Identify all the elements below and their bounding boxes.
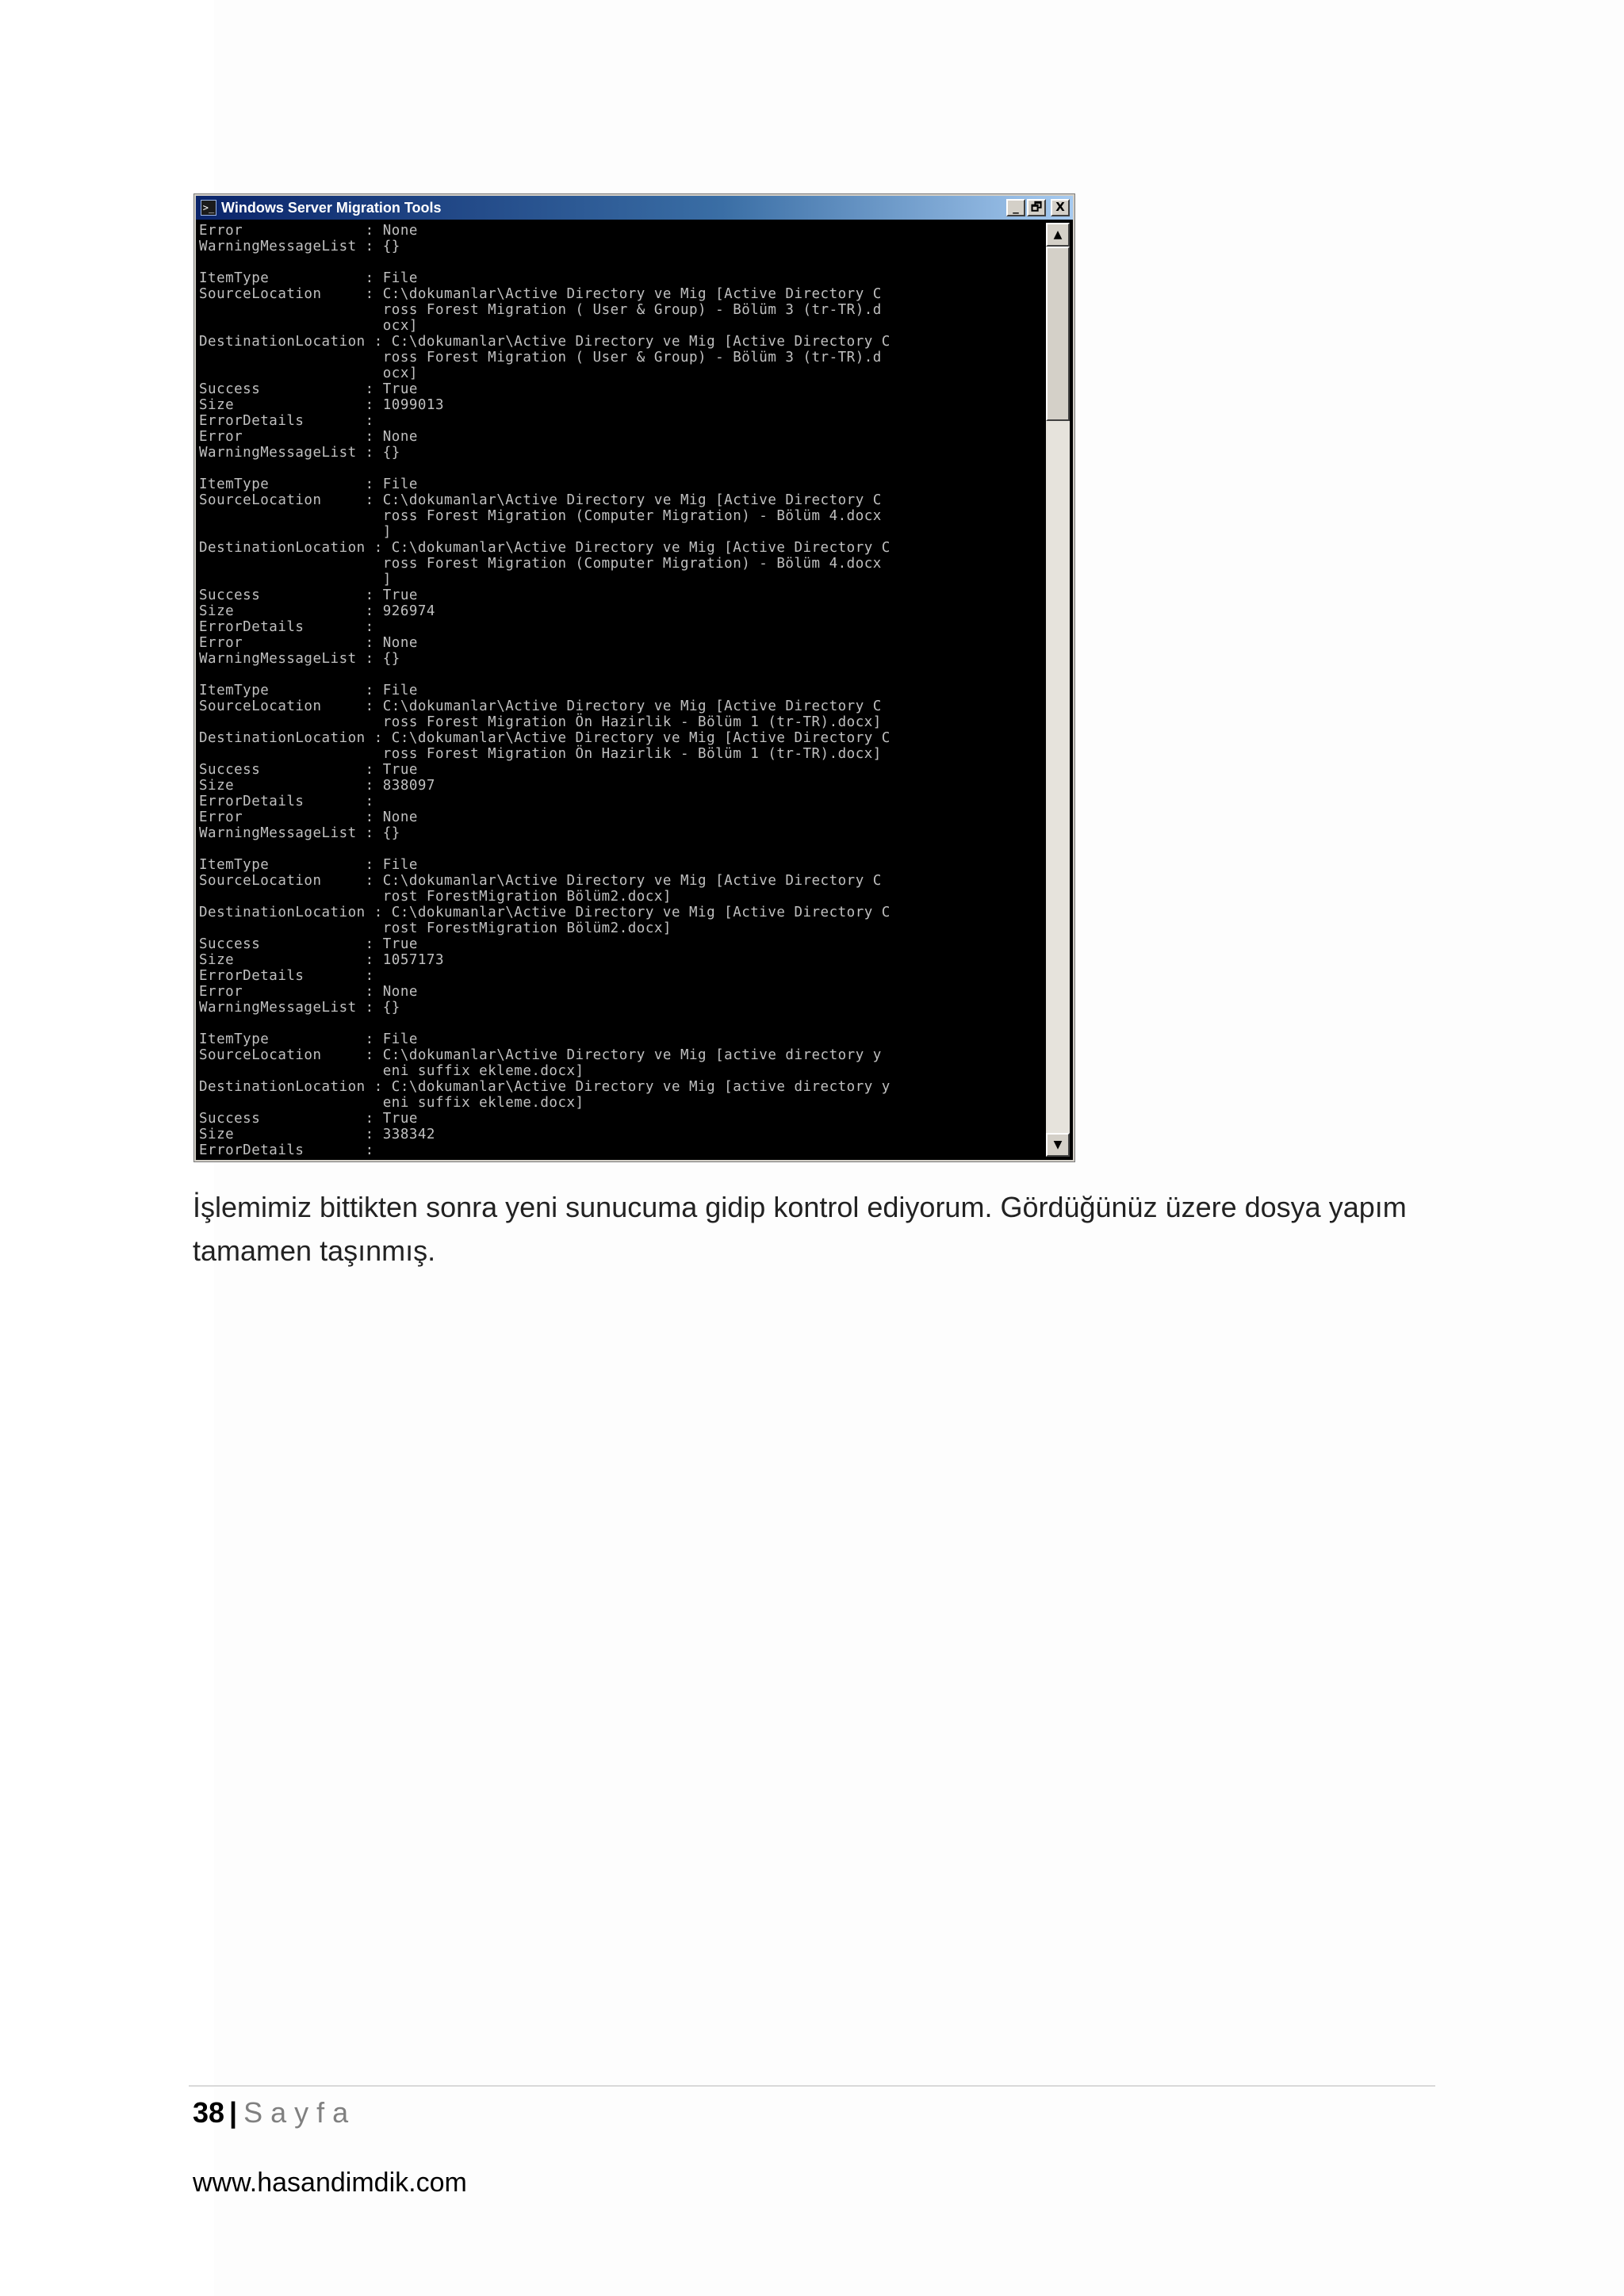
- console-line: ]: [199, 524, 392, 540]
- title-bar[interactable]: [196, 196, 1073, 220]
- console-line: Error : None: [199, 223, 418, 239]
- console-line: Success : True: [199, 762, 418, 778]
- console-line: SourceLocation : C:\dokumanlar\Active Directory ve Mig [active directory y: [199, 1047, 882, 1063]
- page-number: 38: [193, 2096, 225, 2129]
- console-line: ocx]: [199, 318, 418, 334]
- console-line: Size : 338342: [199, 1127, 435, 1142]
- console-line: SourceLocation : C:\dokumanlar\Active Directory ve Mig [Active Directory C: [199, 286, 882, 302]
- console-line: Error : None: [199, 429, 418, 445]
- console-line: ErrorDetails :: [199, 413, 374, 429]
- console-line: ErrorDetails :: [199, 794, 374, 809]
- console-line: ]: [199, 572, 392, 587]
- console-line: ross Forest Migration (Computer Migration) - Bölüm 4.docx: [199, 508, 882, 524]
- console-line: DestinationLocation : C:\dokumanlar\Active Directory ve Mig [Active Directory C: [199, 905, 891, 920]
- console-line: ItemType : File: [199, 1031, 418, 1047]
- console-line: Size : 1099013: [199, 397, 445, 413]
- console-line: ross Forest Migration Ön Hazirlik - Bölüm 1 (tr-TR).docx]: [199, 714, 882, 730]
- page-label: Sayfa: [243, 2096, 357, 2129]
- console-line: SourceLocation : C:\dokumanlar\Active Directory ve Mig [Active Directory C: [199, 492, 882, 508]
- page-footer: [193, 2093, 356, 2133]
- body-paragraph: İşlemimiz bittikten sonra yeni sunucuma gidip kontrol ediyorum. Gördüğünüz üzere dosya yapım tamamen taşınmış.: [193, 1191, 1407, 1267]
- console-line: Success : True: [199, 381, 418, 397]
- scroll-up-arrow-icon[interactable]: ▲: [1046, 223, 1070, 247]
- console-line: Error : None: [199, 809, 418, 825]
- console-line: ItemType : File: [199, 476, 418, 492]
- console-line: WarningMessageList : {}: [199, 1000, 400, 1016]
- console-line: ErrorDetails :: [199, 968, 374, 984]
- console-line: eni suffix ekleme.docx]: [199, 1095, 584, 1111]
- console-line: [199, 667, 1044, 683]
- console-line: SourceLocation : C:\dokumanlar\Active Directory ve Mig [Active Directory C: [199, 873, 882, 889]
- console-line: Size : 838097: [199, 778, 435, 794]
- console-line: WarningMessageList : {}: [199, 239, 400, 254]
- console-line: DestinationLocation : C:\dokumanlar\Active Directory ve Mig [Active Directory C: [199, 730, 891, 746]
- window-controls: [1006, 199, 1070, 216]
- console-line: DestinationLocation : C:\dokumanlar\Active Directory ve Mig [Active Directory C: [199, 540, 891, 556]
- console-line: ross Forest Migration ( User & Group) - Bölüm 3 (tr-TR).d: [199, 302, 882, 318]
- console-line: Success : True: [199, 1111, 418, 1127]
- console-line: Error : None: [199, 984, 418, 1000]
- console-line: Size : 926974: [199, 603, 435, 619]
- console-line: ross Forest Migration ( User & Group) - Bölüm 3 (tr-TR).d: [199, 350, 882, 365]
- console-line: ross Forest Migration Ön Hazirlik - Bölüm 1 (tr-TR).docx]: [199, 746, 882, 762]
- scroll-thumb[interactable]: [1046, 247, 1070, 421]
- console-line: ItemType : File: [199, 857, 418, 873]
- console-line: [199, 1016, 1044, 1031]
- console-line: ItemType : File: [199, 683, 418, 698]
- console-line: WarningMessageList : {}: [199, 825, 400, 841]
- powershell-icon: >_: [201, 200, 216, 216]
- console-output[interactable]: [199, 223, 1044, 1157]
- minimize-button[interactable]: _: [1006, 199, 1025, 216]
- console-line: ItemType : File: [199, 270, 418, 286]
- console-line: ErrorDetails :: [199, 1142, 374, 1157]
- console-line: Error : None: [199, 635, 418, 651]
- console-line: rost ForestMigration Bölüm2.docx]: [199, 889, 672, 905]
- console-line: SourceLocation : C:\dokumanlar\Active Directory ve Mig [Active Directory C: [199, 698, 882, 714]
- website-url: www.hasandimdik.com: [193, 2168, 467, 2198]
- console-line: WarningMessageList : {}: [199, 445, 400, 461]
- console-line: [199, 841, 1044, 857]
- console-line: [199, 461, 1044, 476]
- vertical-scrollbar[interactable]: [1046, 223, 1070, 1157]
- console-line: DestinationLocation : C:\dokumanlar\Active Directory ve Mig [active directory y: [199, 1079, 891, 1095]
- console-line: WarningMessageList : {}: [199, 651, 400, 667]
- console-line: Success : True: [199, 587, 418, 603]
- close-button[interactable]: X: [1051, 199, 1070, 216]
- console-line: ross Forest Migration (Computer Migration) - Bölüm 4.docx: [199, 556, 882, 572]
- page-separator: |: [229, 2096, 238, 2129]
- console-line: DestinationLocation : C:\dokumanlar\Active Directory ve Mig [Active Directory C: [199, 334, 891, 350]
- console-line: ocx]: [199, 365, 418, 381]
- restore-button[interactable]: 🗗: [1027, 199, 1046, 216]
- window-title: Windows Server Migration Tools: [221, 199, 442, 216]
- console-line: Success : True: [199, 936, 418, 952]
- console-line: rost ForestMigration Bölüm2.docx]: [199, 920, 672, 936]
- console-line: eni suffix ekleme.docx]: [199, 1063, 584, 1079]
- console-window[interactable]: [194, 194, 1074, 1161]
- scroll-down-arrow-icon[interactable]: ▼: [1046, 1133, 1070, 1157]
- console-line: ErrorDetails :: [199, 619, 374, 635]
- console-line: Size : 1057173: [199, 952, 445, 968]
- footer-divider: [189, 2085, 1435, 2087]
- console-line: [199, 254, 1044, 270]
